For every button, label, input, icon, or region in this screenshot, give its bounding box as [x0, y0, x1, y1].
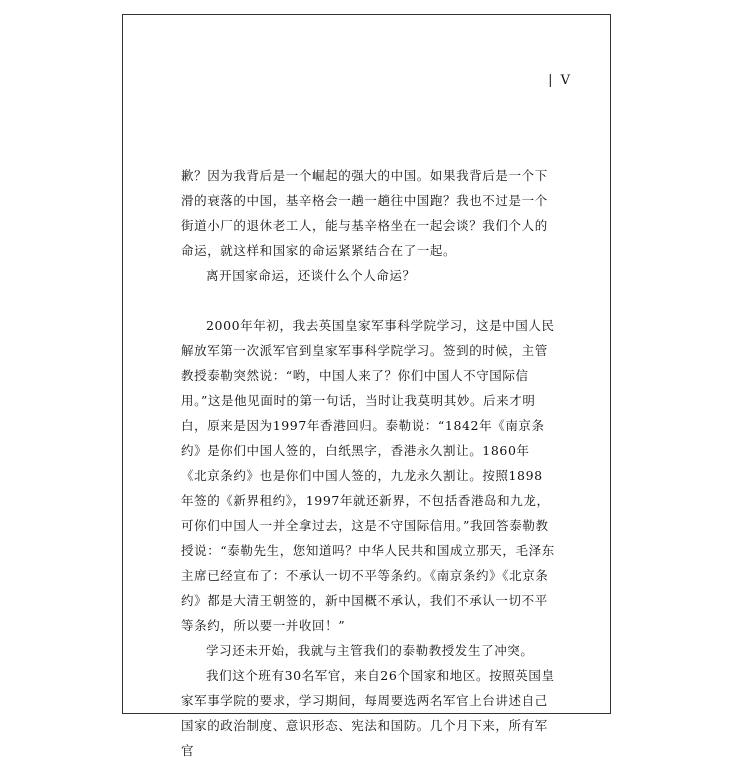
paragraph: 2000年年初，我去英国皇家军事科学院学习，这是中国人民解放军第一次派军官到皇家军事科学院学习。签到的时候，主管教授泰勒突然说：“哟，中国人来了？你们中国人不守国际信用。”这是他见面时的第一句话，当时让我莫明其妙。后来才明白，原来是因为1997年香港回归。泰勒说：“1842年《南京条约》是你们中国人签的，白纸黑字，香港永久割让。1860年《北京条约》也是你们中国人签的，九龙永久割让。按照1898年签的《新界租约》，1997年就还新界，不包括香港岛和九龙，可你们中国人一并全拿过去，这是不守国际信用。”我回答泰勒教授说：“泰勒先生，您知道吗？中华人民共和国成立那天，毛泽东主席已经宣布了：不承认一切不平等条约。《南京条约》《北京条约》都是大清王朝签的，新中国概不承认，我们不承认一切不平等条约，所以要一并收回！” — [181, 318, 555, 633]
book-page — [122, 14, 611, 758]
body-text — [181, 163, 555, 763]
section-break — [181, 288, 555, 313]
paragraph: 我们这个班有30名军官，来自26个国家和地区。按照英国皇家军事学院的要求，学习期间，每周要选两名军官上台讲述自己国家的政治制度、意识形态、宪法和国防。几个月下来，所有军官 — [181, 668, 555, 758]
page-number: | V — [548, 73, 572, 88]
paragraph: 学习还未开始，我就与主管我们的泰勒教授发生了冲突。 — [206, 643, 534, 658]
paragraph-continuation: 歉？因为我背后是一个崛起的强大的中国。如果我背后是一个下滑的衰落的中国，基辛格会一趟一趟往中国跑？我也不过是一个街道小厂的退休老工人，能与基辛格坐在一起会谈？我们个人的命运，就这样和国家的命运紧紧结合在了一起。 — [181, 168, 548, 258]
paragraph: 离开国家命运，还谈什么个人命运？ — [206, 268, 416, 283]
